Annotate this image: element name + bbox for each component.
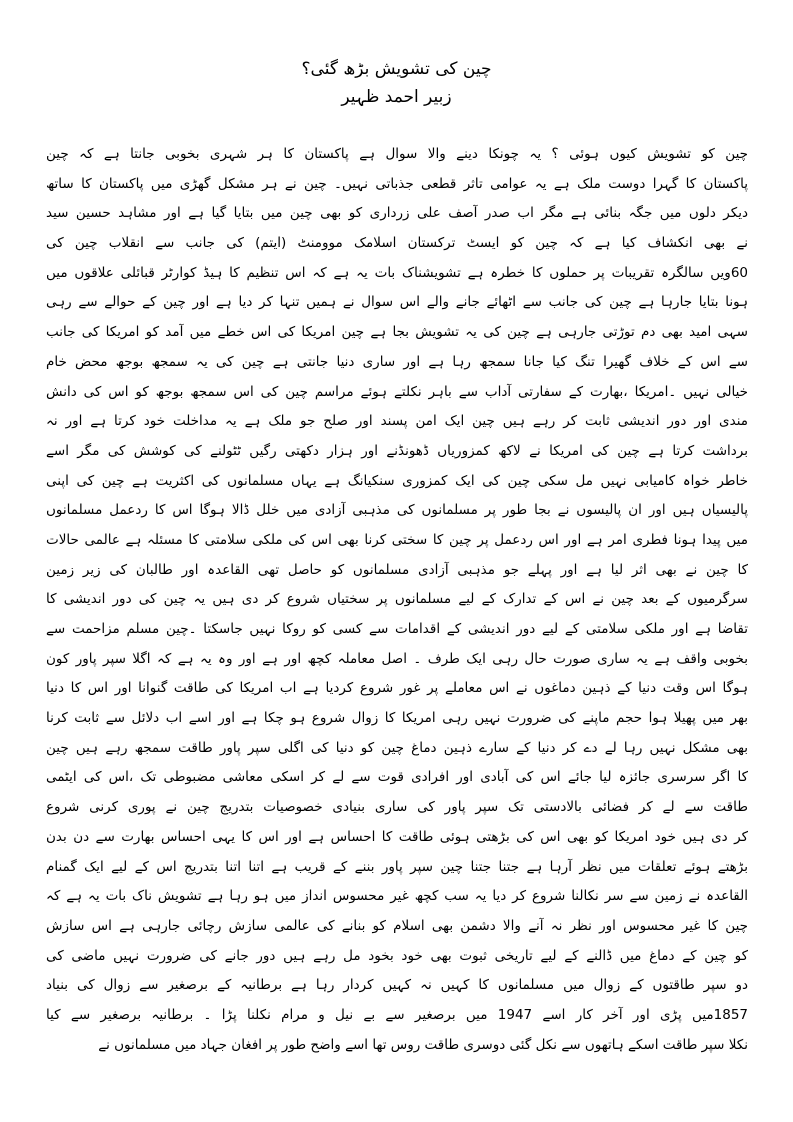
body-text-line: سے اس کے خلاف گھیرا تنگ کیا جانا سمجھ رہا ہے اور ساری دنیا جانتی ہے چین کی یہ سمجھ بوجھ محض خام <box>46 353 748 370</box>
body-text-line: مندی اور دور اندیشی ثابت کر رہے ہیں چین ایک امن پسند اور صلح جو ملک ہے یہ مداخلت خود کرتا ہے اور نہ <box>46 413 748 430</box>
body-text-line: القاعدہ نے زمین سے سر نکالنا شروع کر دیا یہ سب کچھ غیر محسوس انداز میں ہو رہا ہے تشویش ناک بات یہ ہے کہ <box>46 888 748 905</box>
body-text-line: بھر میں پھیلا ہوا حجم ماپنے کی ضرورت نہیں رہی امریکا کا زوال شروع ہو چکا ہے اور اسے اب دلائل سے ثابت کرنا <box>46 710 748 727</box>
body-text-line: 60ویں سالگرہ تقریبات پر حملوں کا خطرہ ہے تشویشناک بات یہ ہے کہ اس تنظیم کا ہیڈ کوارٹر قبائلی علاقوں میں <box>46 264 748 281</box>
body-text-line: ہونا بتایا جارہا ہے چین کی جانب سے اٹھائے جانے والے اس سوال نے ہمیں تنہا کر دیا ہے اور چین کے حوالے سے رہی <box>46 294 748 311</box>
body-text-line: دیکر دلوں میں جگہ بنائی ہے مگر اب صدر آصف علی زرداری کو بھی چین میں بتایا گیا ہے اور مشاہد حسین سید <box>46 205 748 222</box>
body-text-line: بھی مشکل نہیں رہا لے دے کر دنیا کے سارے ذہین دماغ چین کو دنیا کی اگلی سپر پاور طاقت سمجھ رہے ہیں چین <box>46 739 748 756</box>
body-text-line: سرگرمیوں کے بعد چین نے اس کے تدارک کے لیے مسلمانوں پر سختیاں شروع کر دی ہیں یہ چین کی دور اندیشی کا <box>46 591 748 608</box>
body-text-line: سہی امید بھی دم توڑتی جارہی ہے چین کی یہ تشویش بجا ہے چین امریکا کی اس خطے میں آمد کو امریکا کی جانب <box>46 324 748 341</box>
article-title: چین کی تشویش بڑھ گئی؟ <box>301 59 492 79</box>
body-text-line: بخوبی واقف ہے یہ ساری صورت حال رہی ایک طرف ۔ اصل معاملہ کچھ اور ہے اور وہ یہ ہے کہ اگلا سپر پاور کون <box>46 650 748 667</box>
body-text-line: پاکستان کا گہرا دوست ملک ہے یہ عوامی تاثر قطعی جذباتی نہیں۔ چین نے ہر مشکل گھڑی میں پاکستان کا ساتھ <box>46 175 748 192</box>
body-text-line: نے بھی انکشاف کیا ہے کہ چین کو ایسٹ ترکستان اسلامک موومنٹ (ایتم) کی جانب سے انقلاب چین کی <box>46 235 748 252</box>
body-text-line: میں پیدا ہونا فطری امر ہے اور اس ردعمل پر چین کا سختی کرنا بھی اس کی ملکی سلامتی کا مسئلہ ہے عالمی حالات <box>46 531 748 548</box>
article-body <box>46 140 748 1060</box>
body-text-line: خاطر خواہ کامیابی نہیں مل سکی چین کی ایک کمزوری سنکیانگ ہے یہاں مسلمانوں کی اکثریت ہے چین کی اپنی <box>46 472 748 489</box>
body-text-line: ہوگا اس وقت دنیا کے ذہین دماغوں نے اس معاملے پر غور شروع کردیا ہے اب امریکا کی طاقت گنوانا اور اس کا دنیا <box>46 680 748 697</box>
body-text-line: تقاضا ہے اور ملکی سلامتی کے لیے دور اندیشی کے اقدامات سے کسی کو روکا نہیں جاسکتا ۔چین مسلم مزاحمت سے <box>46 621 748 637</box>
body-text-line: برداشت کرتا ہے چین کی امریکا نے لاکھ کمزوریاں ڈھونڈنے اور ہزار دکھتی رگیں ٹٹولنے کی کوشش کی مگر اسے <box>46 442 748 459</box>
body-text-line: دو سپر طاقتوں کے زوال میں مسلمانوں کا کہیں نہ کہیں کردار رہا ہے برطانیہ کے برصغیر سے زوال کی بنیاد <box>46 977 748 994</box>
body-text-line: پالیسیاں ہیں اور ان پالیسوں نے بجا طور پر مسلمانوں کی مذہبی آزادی میں خلل ڈالا ہوگا اس کا ردعمل مسلمانوں <box>46 502 748 519</box>
body-text-line: چین کا غیر محسوس اور نظر نہ آنے والا دشمن بھی اسلام کو بنانے کی عالمی سازش رچائی جارہی ہے اس سازش <box>46 917 748 934</box>
body-text-line: خیالی نہیں ۔امریکا ،بھارت کے سفارتی آداب سے باہر نکلتے ہوئے مراسم چین کی اس سمجھ بوجھ کو اس کی دانش <box>46 383 748 400</box>
body-text-line: کو چین کے دماغ میں ڈالنے کے لیے تاریخی ثبوت بھی خود بخود مل رہے ہیں دور جانے کی ضرورت نہیں ماضی کی <box>46 947 748 964</box>
body-text-line: کا اگر سرسری جائزہ لیا جائے اس کی آبادی اور افرادی قوت سے لے کر اسکی معاشی مضبوطی تک ،اس کی ایٹمی <box>46 769 748 786</box>
body-text-line: چین کو تشویش کیوں ہوئی ؟ یہ چونکا دینے والا سوال ہے پاکستان کا ہر شہری بخوبی جانتا ہے کہ چین <box>46 146 748 162</box>
body-text-line: کا چین نے بھی اثر لیا ہے اور پہلے جو مذہبی آزادی مسلمانوں کو حاصل تھی القاعدہ اور طالبان کی زیر زمین <box>46 561 748 578</box>
body-text-line: 1857میں پڑی اور آخر کار اسے 1947 میں برصغیر سے بے نیل و مرام نکلنا پڑا ۔ برطانیہ برصغیر سے کیا <box>46 1006 748 1023</box>
body-text-line: بڑھتے ہوئے تعلقات میں نظر آرہا ہے جتنا جتنا چین سپر پاور بننے کے قریب ہے اتنا اتنا بتدریج اس کے لیے ایک گمنام <box>46 858 748 875</box>
article-author: زبیر احمد ظہیر <box>341 87 452 107</box>
body-text-line: کر دی ہیں خود امریکا کو بھی اس کی بڑھتی ہوئی طاقت کا احساس ہے اور اس کا یہی احساس بھارت سے دن بدن <box>46 828 748 845</box>
body-text-line: نکلا سپر طاقت اسکے ہاتھوں سے نکل گئی دوسری طاقت روس تھا اسے واضح طور پر افغان جہاد میں مسلمانوں نے <box>98 1036 748 1053</box>
body-text-line: طاقت سے لے کر فضائی بالادستی تک سپر پاور کی ساری بنیادی خصوصیات بتدریج چین نے پوری کرنی شروع <box>46 799 748 816</box>
